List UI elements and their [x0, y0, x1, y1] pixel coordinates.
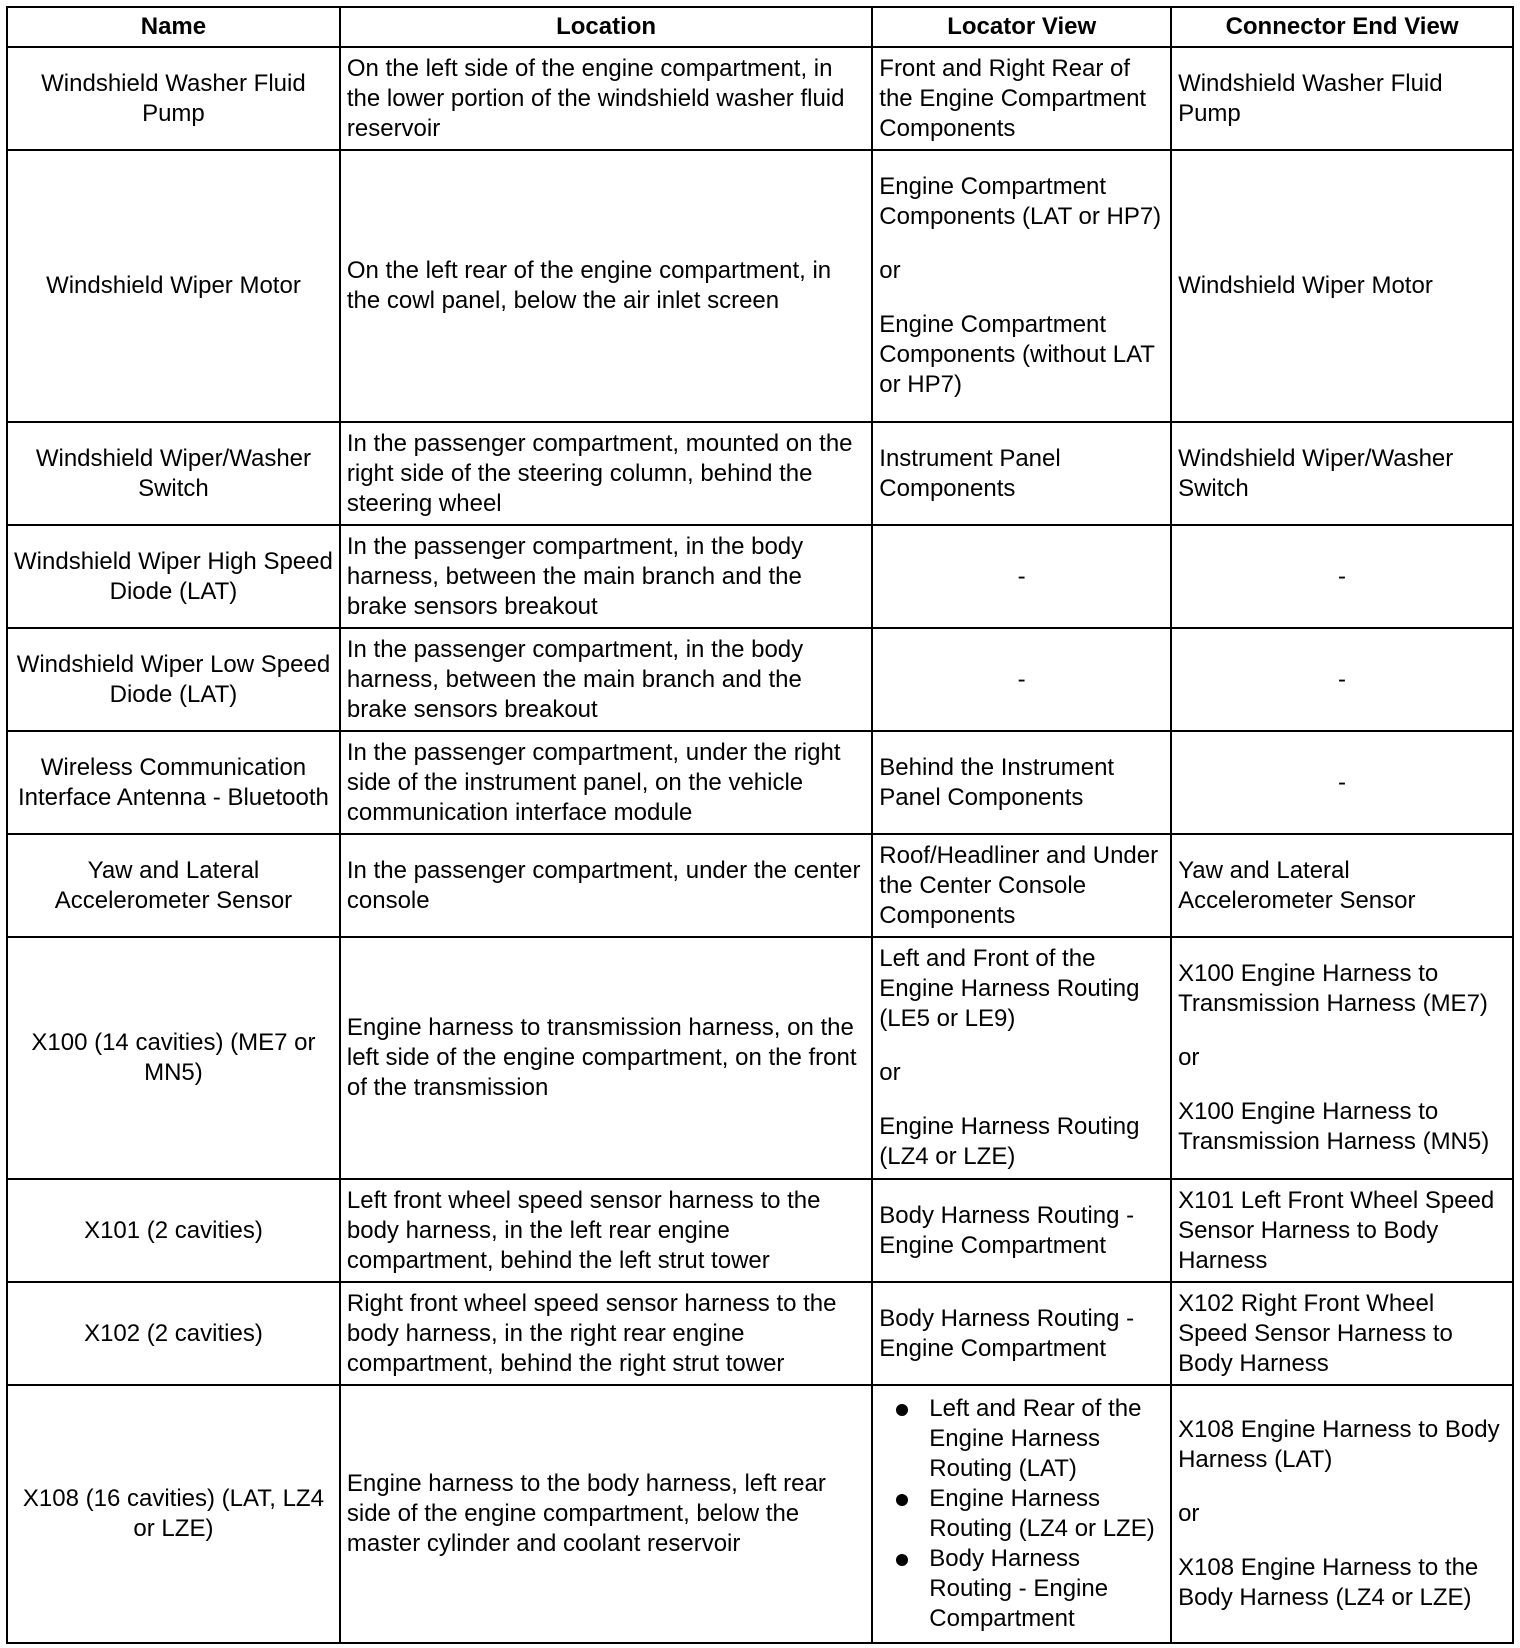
cell-location: Right front wheel speed sensor harness to the body harness, in the right rear engine compartment, behind the right strut tower — [340, 1282, 872, 1385]
connector-end-view-text: Windshield Wiper/Washer Switch — [1178, 444, 1454, 502]
connector-end-view-text: X101 Left Front Wheel Speed Sensor Harness to Body Harness — [1178, 1186, 1495, 1274]
spacer — [1178, 1529, 1506, 1553]
locator-view-or: or — [879, 1059, 901, 1086]
table-row — [7, 1282, 1513, 1385]
table-row — [7, 525, 1513, 628]
list-item: Body Harness Routing - Engine Compartment — [929, 1544, 1164, 1634]
connector-end-view-text: Windshield Washer Fluid Pump — [1178, 69, 1443, 127]
locator-view-text: Front and Right Rear of the Engine Compartment Components — [879, 54, 1147, 142]
header-location: Location — [340, 7, 872, 47]
header-row — [7, 7, 1513, 47]
connector-end-view-text: - — [1338, 562, 1347, 590]
cell-name: Windshield Wiper/Washer Switch — [7, 422, 340, 525]
locator-view-text: Left and Front of the Engine Harness Routing (LE5 or LE9) — [879, 945, 1140, 1032]
connector-end-view-text: - — [1338, 768, 1347, 796]
spacer — [879, 286, 1164, 310]
connector-end-view-text: Windshield Wiper Motor — [1178, 272, 1433, 299]
locator-view-text: - — [1017, 665, 1026, 693]
cell-locator-view — [872, 150, 1171, 422]
spacer — [879, 232, 1164, 256]
cell-name: Windshield Wiper High Speed Diode (LAT) — [7, 525, 340, 628]
cell-location: In the passenger compartment, in the body harness, between the main branch and the brake sensors breakout — [340, 628, 872, 731]
connector-end-view-text: Yaw and Lateral Accelerometer Sensor — [1178, 856, 1416, 914]
table-row — [7, 834, 1513, 937]
connector-end-view-text: X100 Engine Harness to Transmission Harness (ME7) — [1178, 960, 1488, 1017]
cell-connector-end-view — [1171, 834, 1513, 937]
cell-locator-view — [872, 1385, 1171, 1643]
cell-location: Engine harness to the body harness, left rear side of the engine compartment, below the master cylinder and coolant reservoir — [340, 1385, 872, 1643]
locator-view-text: Engine Compartment Components (LAT or HP7) — [879, 173, 1162, 230]
locator-view-text: Engine Compartment Components (without LAT or HP7) — [879, 311, 1155, 398]
locator-view-text: Body Harness Routing - Engine Compartment — [879, 1201, 1135, 1259]
list-item: Left and Rear of the Engine Harness Routing (LAT) — [929, 1394, 1164, 1484]
cell-name: Windshield Wiper Motor — [7, 150, 340, 422]
cell-connector-end-view — [1171, 1385, 1513, 1643]
cell-locator-view — [872, 1179, 1171, 1282]
cell-locator-view — [872, 937, 1171, 1179]
connector-end-view-text: X108 Engine Harness to the Body Harness (LZ4 or LZE) — [1178, 1554, 1479, 1611]
cell-location: In the passenger compartment, in the body harness, between the main branch and the brake sensors breakout — [340, 525, 872, 628]
cell-locator-view — [872, 731, 1171, 834]
connector-end-view-text: X108 Engine Harness to Body Harness (LAT) — [1178, 1416, 1500, 1473]
spacer — [879, 1088, 1164, 1112]
cell-name: X100 (14 cavities) (ME7 or MN5) — [7, 937, 340, 1179]
table-row — [7, 937, 1513, 1179]
locator-view-text: Behind the Instrument Panel Components — [879, 753, 1115, 811]
list-item: Engine Harness Routing (LZ4 or LZE) — [929, 1484, 1164, 1544]
cell-locator-view — [872, 47, 1171, 150]
cell-location: Left front wheel speed sensor harness to the body harness, in the left rear engine compartment, behind the left strut tower — [340, 1179, 872, 1282]
table-row — [7, 628, 1513, 731]
cell-location: On the left rear of the engine compartment, in the cowl panel, below the air inlet screen — [340, 150, 872, 422]
cell-name: Yaw and Lateral Accelerometer Sensor — [7, 834, 340, 937]
cell-locator-view — [872, 834, 1171, 937]
cell-connector-end-view — [1171, 47, 1513, 150]
cell-connector-end-view — [1171, 525, 1513, 628]
connector-end-view-text: X102 Right Front Wheel Speed Sensor Harness to Body Harness — [1178, 1289, 1453, 1377]
cell-name: Windshield Wiper Low Speed Diode (LAT) — [7, 628, 340, 731]
cell-name: X108 (16 cavities) (LAT, LZ4 or LZE) — [7, 1385, 340, 1643]
connector-end-view-or: or — [1178, 1500, 1200, 1527]
locator-view-list — [879, 1394, 1164, 1634]
cell-connector-end-view — [1171, 150, 1513, 422]
spacer — [1178, 1073, 1506, 1097]
table-row — [7, 422, 1513, 525]
cell-connector-end-view — [1171, 1282, 1513, 1385]
header-connector-end-view: Connector End View — [1171, 7, 1513, 47]
cell-name: Windshield Washer Fluid Pump — [7, 47, 340, 150]
spacer — [1178, 1475, 1506, 1499]
table-row — [7, 150, 1513, 422]
spacer — [1178, 1019, 1506, 1043]
cell-name: X101 (2 cavities) — [7, 1179, 340, 1282]
cell-name: X102 (2 cavities) — [7, 1282, 340, 1385]
table-row — [7, 731, 1513, 834]
cell-location: In the passenger compartment, under the center console — [340, 834, 872, 937]
cell-locator-view — [872, 1282, 1171, 1385]
locator-view-text: Engine Harness Routing (LZ4 or LZE) — [879, 1113, 1140, 1170]
locator-view-text: - — [1017, 562, 1026, 590]
table-row — [7, 47, 1513, 150]
locator-view-text: Roof/Headliner and Under the Center Console Components — [879, 841, 1159, 929]
cell-location: In the passenger compartment, under the right side of the instrument panel, on the vehicle communication interface module — [340, 731, 872, 834]
locator-view-text: Body Harness Routing - Engine Compartment — [879, 1304, 1135, 1362]
table-row — [7, 1179, 1513, 1282]
cell-connector-end-view — [1171, 1179, 1513, 1282]
connector-end-view-or: or — [1178, 1044, 1200, 1071]
cell-connector-end-view — [1171, 937, 1513, 1179]
locator-view-or: or — [879, 257, 901, 284]
connector-end-view-text: - — [1338, 665, 1347, 693]
cell-location: On the left side of the engine compartment, in the lower portion of the windshield washer fluid reservoir — [340, 47, 872, 150]
cell-name: Wireless Communication Interface Antenna - Bluetooth — [7, 731, 340, 834]
connector-end-view-text: X100 Engine Harness to Transmission Harness (MN5) — [1178, 1098, 1490, 1155]
table-row — [7, 1385, 1513, 1643]
cell-connector-end-view — [1171, 422, 1513, 525]
locator-view-text: Instrument Panel Components — [879, 444, 1061, 502]
spacer — [879, 1034, 1164, 1058]
header-name: Name — [7, 7, 340, 47]
cell-locator-view — [872, 525, 1171, 628]
cell-locator-view — [872, 628, 1171, 731]
cell-location: Engine harness to transmission harness, on the left side of the engine compartment, on the front of the transmission — [340, 937, 872, 1179]
cell-locator-view — [872, 422, 1171, 525]
cell-location: In the passenger compartment, mounted on the right side of the steering column, behind the steering wheel — [340, 422, 872, 525]
cell-connector-end-view — [1171, 628, 1513, 731]
cell-connector-end-view — [1171, 731, 1513, 834]
header-locator-view: Locator View — [872, 7, 1171, 47]
component-locator-table — [6, 6, 1514, 1644]
